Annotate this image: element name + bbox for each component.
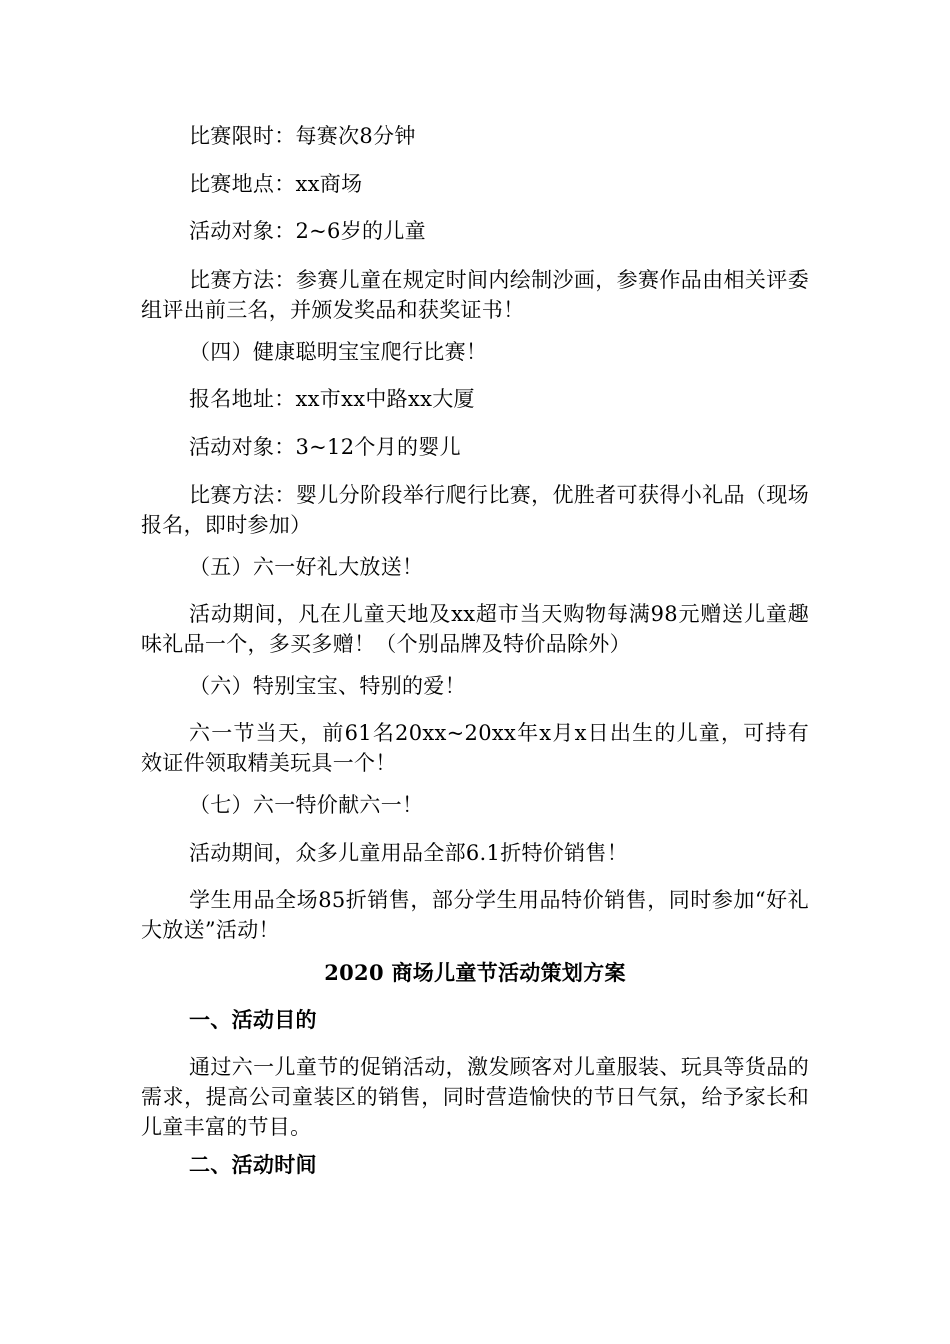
paragraph-target-infants: 活动对象：3~12个月的婴儿 [189, 435, 461, 459]
paragraph-target-children: 活动对象：2~6岁的儿童 [189, 219, 426, 243]
document-title: 2020 商场儿童节活动策划方案 [324, 960, 626, 985]
paragraph-sand-painting-method: 比赛方法：参赛儿童在规定时间内绘制沙画，参赛作品由相关评委组评出前三名，并颁发奖品和获奖证书！ [141, 268, 809, 322]
heading-special-baby: （六）特别宝宝、特别的爱！ [189, 674, 466, 698]
section-heading-time: 二、活动时间 [189, 1152, 317, 1177]
paragraph-time-limit: 比赛限时：每赛次8分钟 [189, 124, 416, 148]
paragraph-crawling-method: 比赛方法：婴儿分阶段举行爬行比赛，优胜者可获得小礼品（现场报名，即时参加） [141, 483, 809, 537]
paragraph-special-baby: 六一节当天，前61名20xx~20xx年x月x日出生的儿童，可持有效证件领取精美玩具一个！ [141, 721, 809, 775]
section-heading-purpose: 一、活动目的 [189, 1007, 317, 1032]
paragraph-discount-sale: 活动期间，众多儿童用品全部6.1折特价销售！ [189, 841, 628, 865]
paragraph-registration-address: 报名地址：xx市xx中路xx大厦 [189, 387, 475, 411]
heading-gift-giveaway: （五）六一好礼大放送！ [189, 555, 424, 579]
paragraph-student-supplies: 学生用品全场85折销售，部分学生用品特价销售，同时参加“好礼大放送”活动！ [141, 888, 809, 942]
paragraph-purpose: 通过六一儿童节的促销活动，激发顾客对儿童服装、玩具等货品的需求，提高公司童装区的销售，同时营造愉快的节日气氛，给予家长和儿童丰富的节目。 [141, 1055, 809, 1139]
paragraph-gift-giveaway: 活动期间，凡在儿童天地及xx超市当天购物每满98元赠送儿童趣味礼品一个，多买多赠！（个别品牌及特价品除外） [141, 602, 809, 656]
heading-crawling-contest: （四）健康聪明宝宝爬行比赛！ [189, 340, 488, 364]
paragraph-location: 比赛地点：xx商场 [189, 172, 363, 196]
heading-special-price: （七）六一特价献六一！ [189, 793, 424, 817]
